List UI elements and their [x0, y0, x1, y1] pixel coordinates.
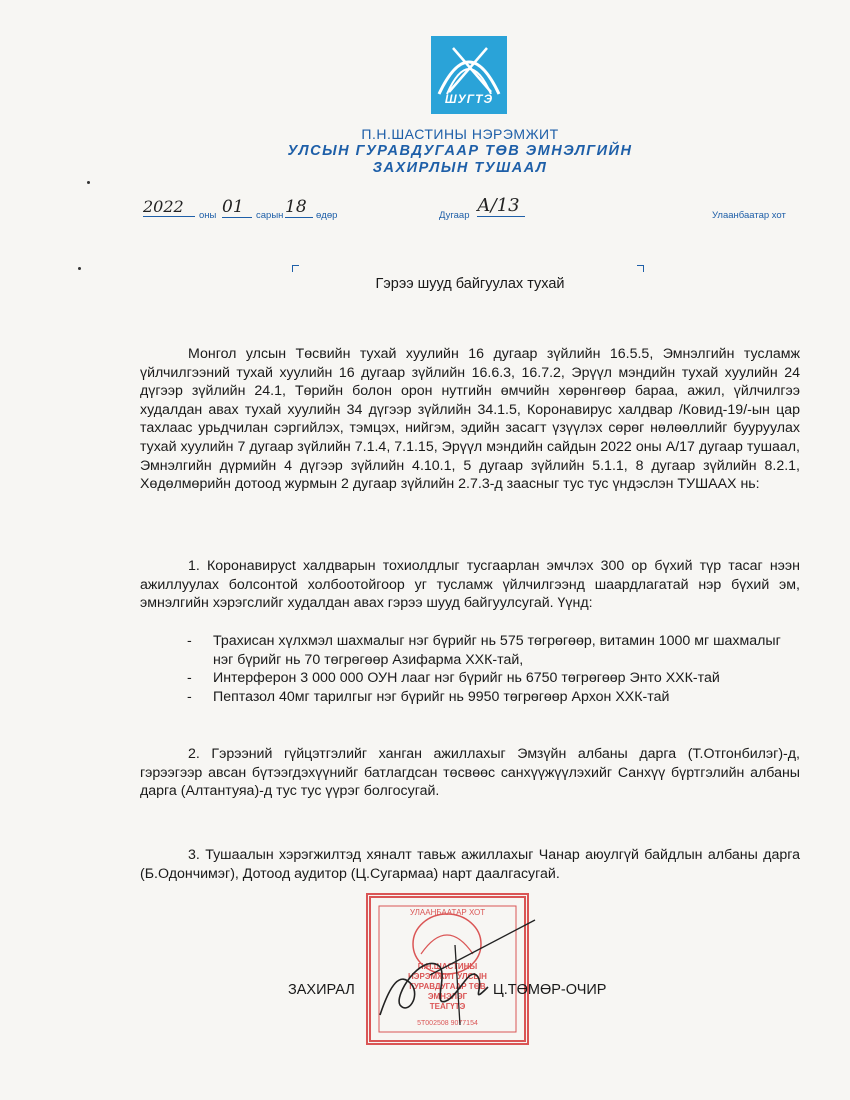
signatory-title: ЗАХИРАЛ: [288, 982, 355, 998]
bullet-dash: -: [187, 688, 192, 705]
list-item-text: Интерферон 3 000 000 ОУН лааг нэг бүрийг нь 6750 төгрөгөөр Энто ХХК-тай: [213, 670, 720, 687]
logo-text: ШУГТЭ: [444, 92, 494, 106]
signatory-name: Ц.ТӨМӨР-ОЧИР: [493, 982, 607, 998]
list-item-text: Трахисан хүлхмэл шахмалыг нэг бүрийг нь 575 төгрөгөөр, витамин 1000 мг шахмалыг нэг бүрийг нь 70 төгрөгөөр Азифарма ХХК-тай,: [213, 633, 781, 668]
month-field: [222, 197, 252, 218]
document-type: ЗАХИРЛЫН ТУШААЛ: [372, 160, 548, 176]
stamp-line: НЭРЭМЖИТ УЛСЫН: [408, 972, 487, 981]
day-value: 18: [285, 197, 313, 218]
product-list: [187, 632, 802, 706]
number-label: Дугаар: [439, 210, 470, 221]
item-3-paragraph: 3. Тушаалын хэрэгжилтэд хяналт тавьж ажиллахыг Чанар аюулгүй байдлын албаны дарга (Б.Одончимэг), Дотоод аудитор (Ц.Сугармаа) нарт даалгасугай.: [140, 847, 800, 882]
stamp-line: ГУРАВДУГААР ТӨВ: [409, 982, 486, 991]
year-field: [143, 197, 195, 223]
number-value: А/13: [477, 195, 525, 217]
title-corner-right: [637, 265, 644, 272]
scan-speck: [78, 267, 81, 270]
org-line-1: П.Н.ШАСТИНЫ НЭРЭМЖИТ: [361, 126, 559, 142]
bullet-dash: -: [187, 670, 192, 687]
stamp-top-text: УЛААНБААТАР ХОТ: [409, 908, 486, 917]
document-title: Гэрээ шууд байгуулах тухай: [375, 276, 565, 292]
bullet-dash: -: [187, 633, 192, 649]
hospital-logo: [431, 36, 507, 114]
list-item-text: Пептазол 40мг тарилгыг нэг бүрийг нь 9950 төгрөгөөр Архон ХХК-тай: [213, 688, 670, 705]
list-item: [187, 669, 802, 688]
item-2-paragraph: 2. Гэрээний гүйцэтгэлийг ханган ажиллахыг Эмзүйн албаны дарга (Т.Отгонбилэг)-д, гэрээгээр авсан бүтээгдэхүүнийг батлагдсан төсвөөс санхүүжүүлэхийг Санхүү бүртгэлийн албаны дарга (Алтантуяа)-д тус тус үүрэг болгосугай.: [140, 746, 800, 800]
handwritten-signature-icon: [360, 915, 550, 1035]
title-corner-left: [292, 265, 299, 272]
day-field: [285, 197, 313, 218]
year-label: оны: [199, 210, 217, 221]
list-item: [187, 688, 802, 707]
month-label: сарын: [256, 210, 284, 221]
stamp-registration: 5T002508 9077154: [417, 1020, 478, 1027]
item-1-paragraph: 1. Коронавирусt халдварын тохиолдлыг тусгаарлан эмчлэх 300 ор бүхий түр тасаг нээн ажиллуулах болсонтой холбоотойгоор уг тусламж үйлчилгээнд шаардлагатай нэр бүхий эм, эмнэлгийн хэрэгслийг худалдан авах гэрээ шууд байгуулсугай. Үүнд:: [140, 558, 800, 612]
intro-paragraph: Монгол улсын Төсвийн тухай хуулийн 16 дугаар зүйлийн 16.5.5, Эмнэлгийн тусламж үйлчилгээний тухай хуулийн 16 дугаар зүйлийн 16.6.3, 16.7.2, Эрүүл мэндийн тухай хуулийн 24 дүгээр зүйлийн 24.1, Төрийн болон орон нутгийн өмчийн хөрөнгөөр бараа, ажил, үйлчилгээ худалдан авах тухай хуулийн 34 дүгээр зүйлийн 34.1.5, Коронавирус халдвар /Ковид-19/-ын цар тахлаас урьдчилан сэргийлэх, тэмцэх, нийгэм, эдийн засагт үзүүлэх сөрөг нөлөөллийг бууруулах тухай хуулийн 7 дугаар зүйлийн 7.1.4, 7.1.15, Эрүүл мэндийн сайдын 2022 оны А/17 дугаар тушаал, Эмнэлгийн дүрмийн 4 дүгээр зүйлийн 4.10.1, 5 дугаар зүйлийн 5.1.1, 8 дугаар зүйлийн 8.2.1, Хөдөлмөрийн дотоод журмын 2 дугаар зүйлийн 2.7.3-д заасныг тус тус үндэслэн ТУШААХ нь:: [140, 346, 800, 493]
list-item: [187, 632, 802, 669]
day-label: өдөр: [316, 210, 338, 221]
number-field: [477, 195, 525, 217]
stamp-line: ЭМНЭЛЭГ: [427, 992, 468, 1001]
org-line-2: УЛСЫН ГУРАВДУГААР ТӨВ ЭМНЭЛГИЙН: [287, 143, 633, 159]
stamp-line: П.Н.ШАСТИНЫ: [417, 962, 478, 971]
city-label: Улаанбаатар хот: [712, 210, 786, 221]
scan-speck: [87, 181, 90, 184]
stamp-line: ТЕАГҮТЭ: [429, 1002, 466, 1011]
month-value: 01: [222, 197, 252, 218]
year-value: 2022: [143, 197, 195, 217]
